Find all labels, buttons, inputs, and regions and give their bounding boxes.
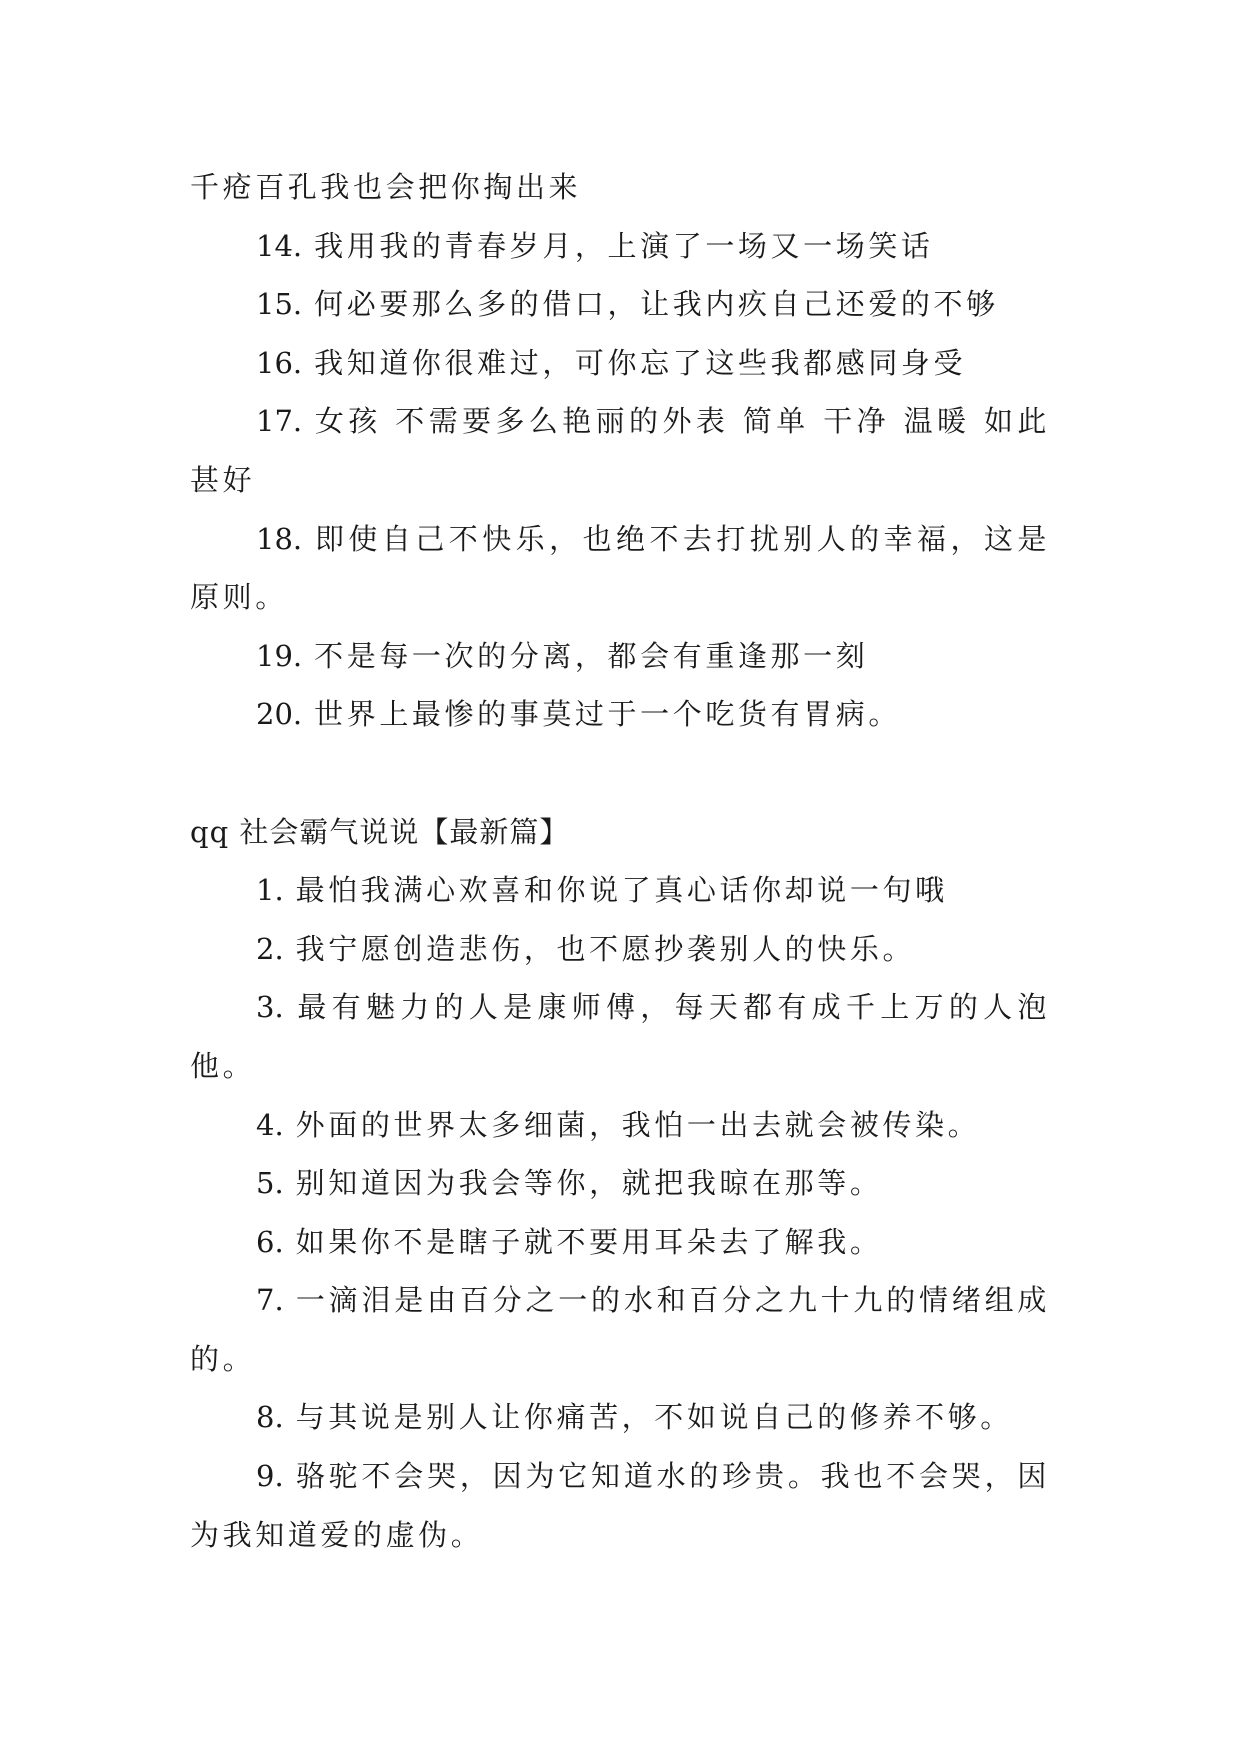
item-number: 4. [256,1107,284,1142]
item-text: 别知道因为我会等你，就把我晾在那等。 [295,1166,883,1201]
item-number: 14. [256,228,303,263]
list-item [190,1096,1050,1155]
item-text: 即使自己不快乐，也绝不去打扰别人的幸福，这是原则。 [190,521,1050,615]
list-item [190,217,1050,276]
item-number: 2. [256,931,284,966]
item-number: 20. [256,697,303,732]
continuation-line: 千疮百孔我也会把你掏出来 [190,170,582,204]
item-text: 骆驼不会哭，因为它知道水的珍贵。我也不会哭，因为我知道爱的虚伪。 [190,1459,1050,1552]
list-item [190,978,1050,1095]
list-item [190,392,1050,509]
list-item [190,920,1050,979]
quote-list-2 [190,861,1050,1564]
item-text: 女孩 不需要多么艳丽的外表 简单 干净 温暖 如此甚好 [190,404,1050,497]
item-text: 不是每一次的分离，都会有重逢那一刻 [314,638,869,673]
list-item [190,334,1050,393]
section-heading: qq 社会霸气说说【最新篇】 [190,814,570,849]
item-number: 6. [256,1224,284,1259]
list-item [190,1213,1050,1272]
item-number: 18. [256,521,303,556]
list-item [190,275,1050,334]
item-number: 5. [256,1166,284,1201]
item-number: 3. [256,990,284,1025]
list-item [190,1271,1050,1388]
item-number: 1. [256,873,284,908]
item-text: 最有魅力的人是康师傅，每天都有成千上万的人泡他。 [190,990,1050,1083]
item-text: 我用我的青春岁月，上演了一场又一场笑话 [314,228,934,263]
item-text: 何必要那么多的借口，让我内疚自己还爱的不够 [314,287,999,322]
item-text: 我宁愿创造悲伤，也不愿抄袭别人的快乐。 [295,931,916,966]
list-item [190,685,1050,744]
list-item [190,1154,1050,1213]
item-number: 15. [256,287,303,322]
list-item [190,627,1050,686]
section-spacer [190,744,1050,803]
item-text: 与其说是别人让你痛苦，不如说自己的修养不够。 [295,1400,1013,1435]
item-number: 16. [256,345,303,380]
item-number: 19. [256,638,303,673]
list-item [190,510,1050,627]
list-item [190,1388,1050,1447]
item-number: 17. [256,404,303,439]
item-number: 9. [256,1459,284,1494]
list-item [190,1447,1050,1564]
item-text: 一滴泪是由百分之一的水和百分之九十九的情绪组成的。 [190,1283,1050,1376]
list-item [190,861,1050,920]
item-number: 8. [256,1400,284,1435]
item-text: 外面的世界太多细菌，我怕一出去就会被传染。 [295,1107,981,1142]
item-text: 最怕我满心欢喜和你说了真心话你却说一句哦 [295,873,948,908]
quote-list-1 [190,217,1050,744]
item-text: 我知道你很难过，可你忘了这些我都感同身受 [314,345,967,380]
item-number: 7. [256,1283,284,1318]
item-text: 如果你不是瞎子就不要用耳朵去了解我。 [295,1224,883,1259]
document-body [190,158,1050,1564]
item-text: 世界上最惨的事莫过于一个吃货有胃病。 [314,697,901,732]
